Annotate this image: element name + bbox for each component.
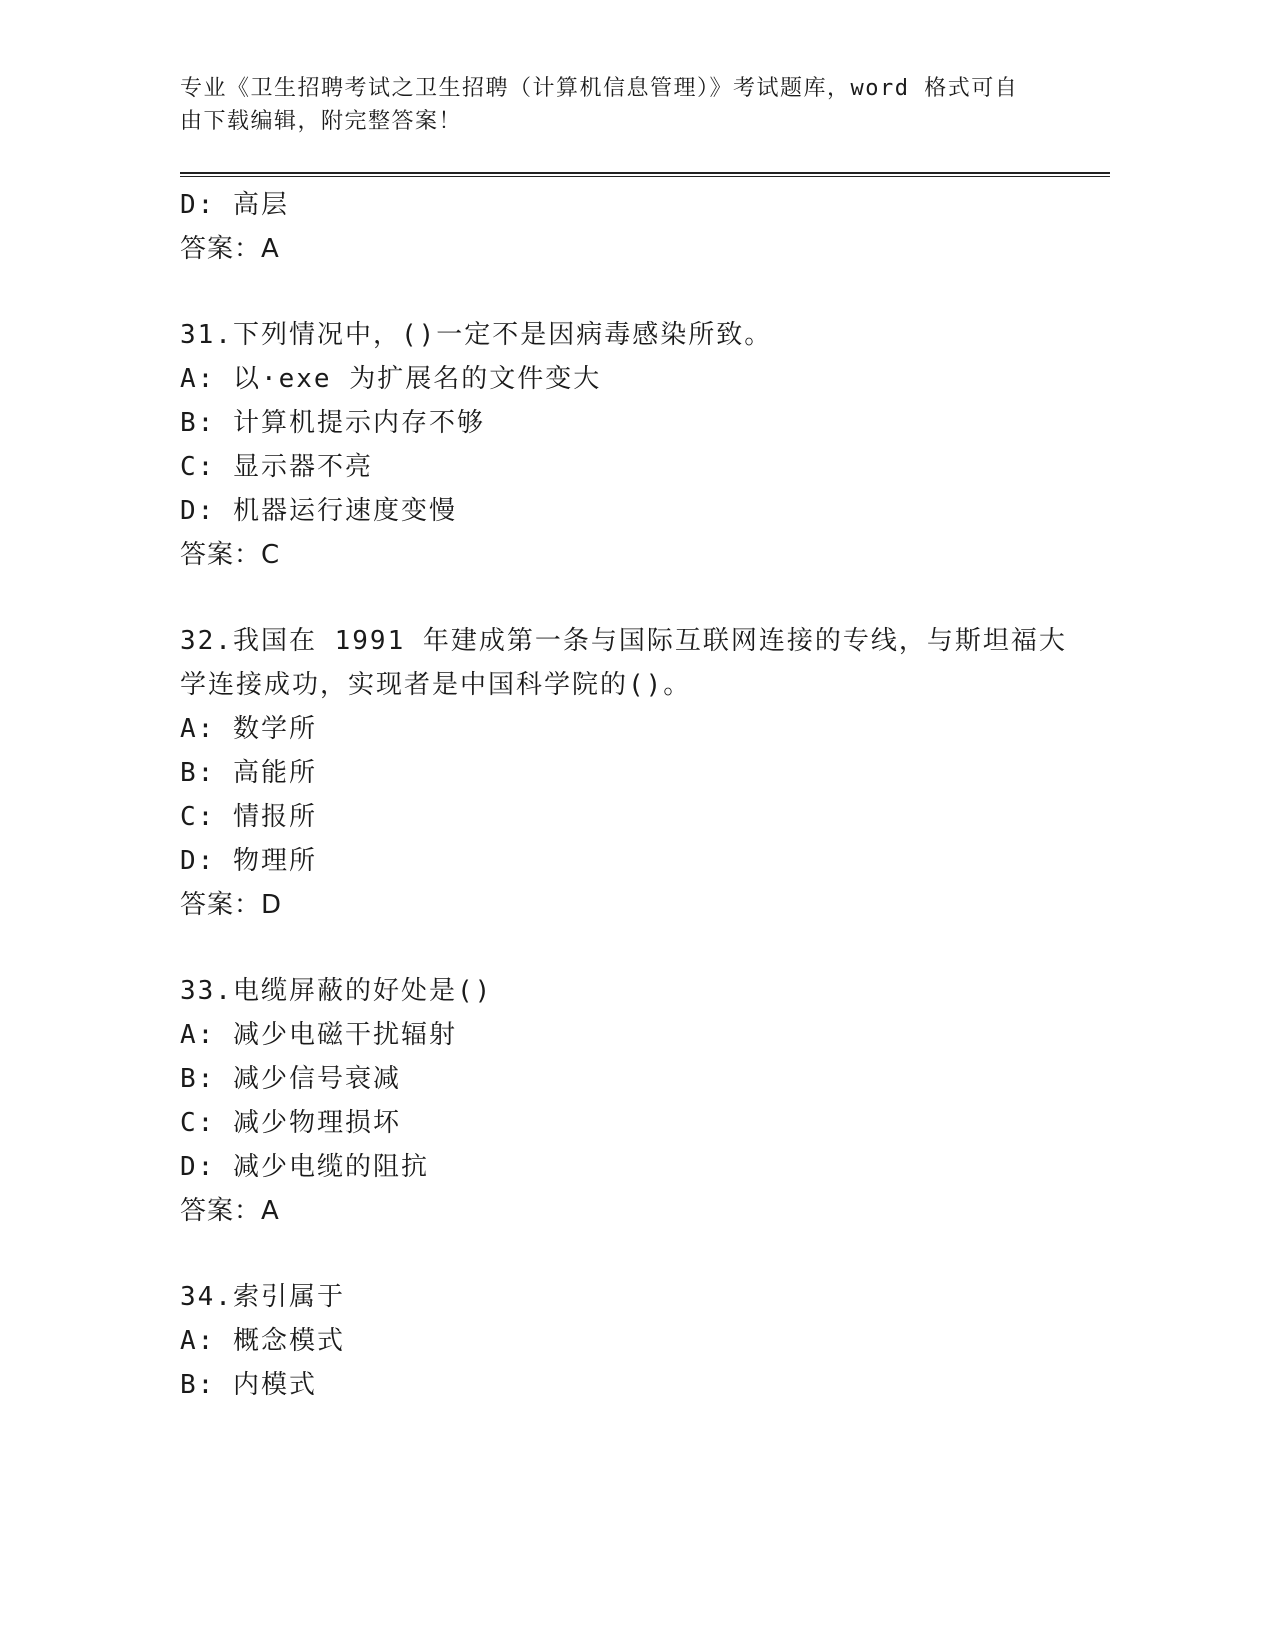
previous-question-tail [180,183,1110,271]
option-b: B: 内模式 [180,1370,317,1400]
answer-line: 答案：A [180,1196,280,1226]
option-b: B: 减少信号衰减 [180,1064,401,1094]
option-a: A: 减少电磁干扰辐射 [180,1020,457,1050]
option-b: B: 高能所 [180,758,317,788]
option-a: A: 以·exe 为扩展名的文件变大 [180,364,602,394]
option-d: D: 物理所 [180,846,317,876]
header-line-2: 由下载编辑，附完整答案！ [180,109,463,134]
question-stem: 31.下列情况中，()一定不是因病毒感染所致。 [180,320,773,350]
option-c: C: 情报所 [180,802,317,832]
answer-line: 答案：D [180,890,283,920]
option-d: D: 减少电缆的阻抗 [180,1152,429,1182]
question-stem: 33.电缆屏蔽的好处是() [180,976,493,1006]
question-stem-continued: 学连接成功，实现者是中国科学院的()。 [180,670,692,700]
question-32 [180,619,1110,927]
option-a: A: 概念模式 [180,1326,345,1356]
document-page [180,70,1110,1407]
header-divider [180,172,1110,177]
header-line-1: 专业《卫生招聘考试之卫生招聘（计算机信息管理）》考试题库，word 格式可自 [180,76,1019,101]
option-d: D: 机器运行速度变慢 [180,496,457,526]
option-d: D: 高层 [180,190,289,220]
option-b: B: 计算机提示内存不够 [180,408,485,438]
question-33 [180,969,1110,1233]
option-c: C: 显示器不亮 [180,452,373,482]
question-31 [180,313,1110,577]
option-c: C: 减少物理损坏 [180,1108,401,1138]
option-a: A: 数学所 [180,714,317,744]
answer-line: 答案：C [180,540,281,570]
question-stem: 32.我国在 1991 年建成第一条与国际互联网连接的专线，与斯坦福大 [180,626,1067,656]
answer-line: 答案：A [180,234,280,264]
question-34 [180,1275,1110,1407]
question-stem: 34.索引属于 [180,1282,345,1312]
document-header [180,70,1110,138]
